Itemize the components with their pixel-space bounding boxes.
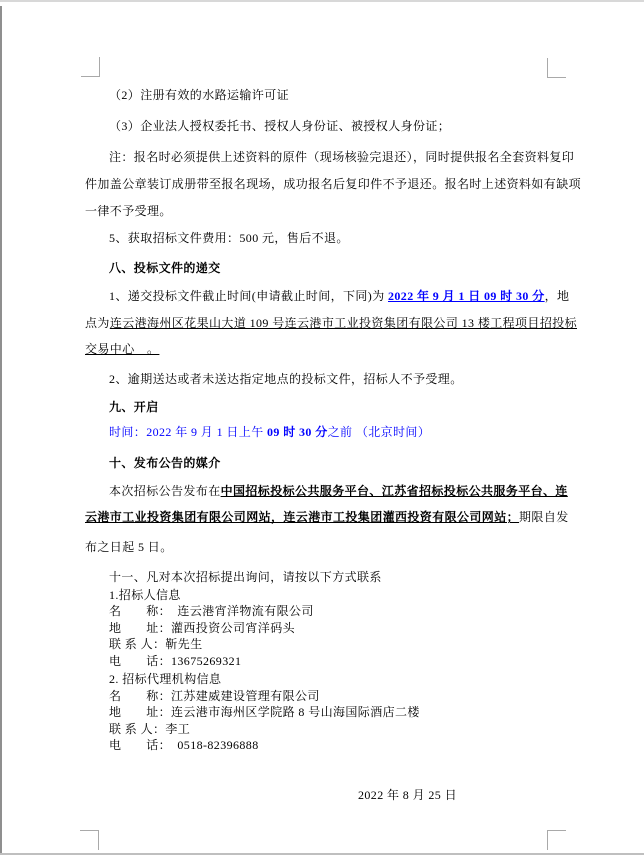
text-segment: 件加盖公章装订成册带至报名现场，成功报名后复印件不予退还。报名时上述资料如有缺项: [85, 177, 582, 191]
text-segment: 交易中心 。: [85, 342, 160, 356]
text-segment: 2、逾期送达或者未送达指定地点的投标文件，招标人不予受理。: [109, 372, 463, 386]
text-segment: 5、获取招标文件费用：500 元，售后不退。: [109, 231, 349, 245]
text-segment: （3）企业法人授权委托书、授权人身份证、被授权人身份证；: [109, 119, 451, 133]
text-segment: 联 系 人：靳先生: [109, 637, 203, 651]
text-segment: 联 系 人：李工: [109, 722, 191, 736]
para-note-3: [85, 204, 172, 218]
para-open-time: [109, 425, 430, 439]
text-segment: 名 称：江苏建威建设管理有限公司: [109, 689, 320, 703]
text-segment: 一律不予受理。: [85, 204, 172, 218]
para-media-3: [85, 540, 173, 554]
para-note-2: [85, 177, 581, 191]
text-segment: 九、开启: [109, 400, 159, 414]
text-segment: 期限自发: [519, 510, 569, 524]
heading-section-8: [109, 261, 221, 275]
contact-tenderer-title: [109, 588, 181, 602]
text-segment: 八、投标文件的递交: [109, 261, 221, 275]
contact-tenderer-name: [109, 604, 314, 618]
text-segment: 1.招标人信息: [109, 588, 181, 602]
contact-agency-title: [109, 672, 221, 686]
contact-agency-phone: [109, 738, 259, 752]
text-segment: 十一、凡对本次招标提出询问，请按以下方式联系: [109, 570, 382, 584]
contact-tenderer-person: [109, 637, 203, 651]
text-segment: 2022 年 9 月 1 日 09 时 30 分: [388, 289, 545, 303]
para-late-delivery: [109, 372, 463, 386]
text-segment: 电 话： 0518-82396888: [109, 738, 259, 752]
text-segment: 1、递交投标文件截止时间(申请截止时间，下同)为: [109, 289, 388, 303]
text-segment: 中国招标投标公共服务平台、江苏省招标投标公共服务平台、连: [220, 484, 568, 498]
text-segment: 地 址：连云港市海州区学院路 8 号山海国际酒店二楼: [109, 705, 420, 719]
para-deadline-3: [85, 342, 159, 356]
heading-section-11: [109, 570, 382, 584]
text-segment: 时间：2022 年 9 月 1 日上午: [109, 425, 268, 439]
para-media-1: [109, 484, 568, 498]
contact-agency-address: [109, 705, 420, 719]
para-cert-2: [109, 88, 289, 102]
contact-agency-name: [109, 689, 320, 703]
para-fee: [109, 231, 349, 245]
text-segment: 电 话：13675269321: [109, 654, 242, 668]
text-segment: 注：报名时必须提供上述资料的原件（现场核验完退还），同时提供报名全套资料复印: [109, 150, 575, 164]
text-segment: 布之日起 5 日。: [85, 540, 173, 554]
contact-tenderer-phone: [109, 654, 241, 668]
text-segment: 本次招标公告发布在: [109, 484, 221, 498]
contact-agency-person: [109, 722, 190, 736]
text-segment: 地 址：灌西投资公司宵洋码头: [109, 621, 296, 635]
heading-section-9: [109, 400, 159, 414]
text-segment: 点为: [85, 316, 110, 330]
text-segment: 09 时 30 分: [267, 425, 328, 439]
para-deadline-2: [85, 316, 577, 330]
para-deadline-1: [109, 289, 569, 303]
footer-date: [358, 788, 457, 802]
text-segment: 云港市工业投资集团有限公司网站，连云港市工投集团灌西投资有限公司网站；: [85, 510, 520, 524]
text-segment: 2. 招标代理机构信息: [109, 672, 222, 686]
text-segment: 之前 （北京时间）: [327, 425, 431, 439]
contact-tenderer-address: [109, 621, 295, 635]
text-segment: 连云港海州区花果山大道 109 号连云港市工业投资集团有限公司 13 楼工程项目招投标: [109, 316, 578, 330]
text-segment: 十、发布公告的媒介: [109, 456, 221, 470]
text-segment: ，地: [544, 289, 570, 303]
para-media-2: [85, 510, 569, 524]
text-segment: （2）注册有效的水路运输许可证: [109, 88, 290, 102]
para-note-1: [109, 150, 574, 164]
heading-section-10: [109, 456, 221, 470]
text-segment: 名 称： 连云港宵洋物流有限公司: [109, 604, 314, 618]
para-cert-3: [109, 119, 450, 133]
text-segment: 2022 年 8 月 25 日: [358, 788, 458, 802]
